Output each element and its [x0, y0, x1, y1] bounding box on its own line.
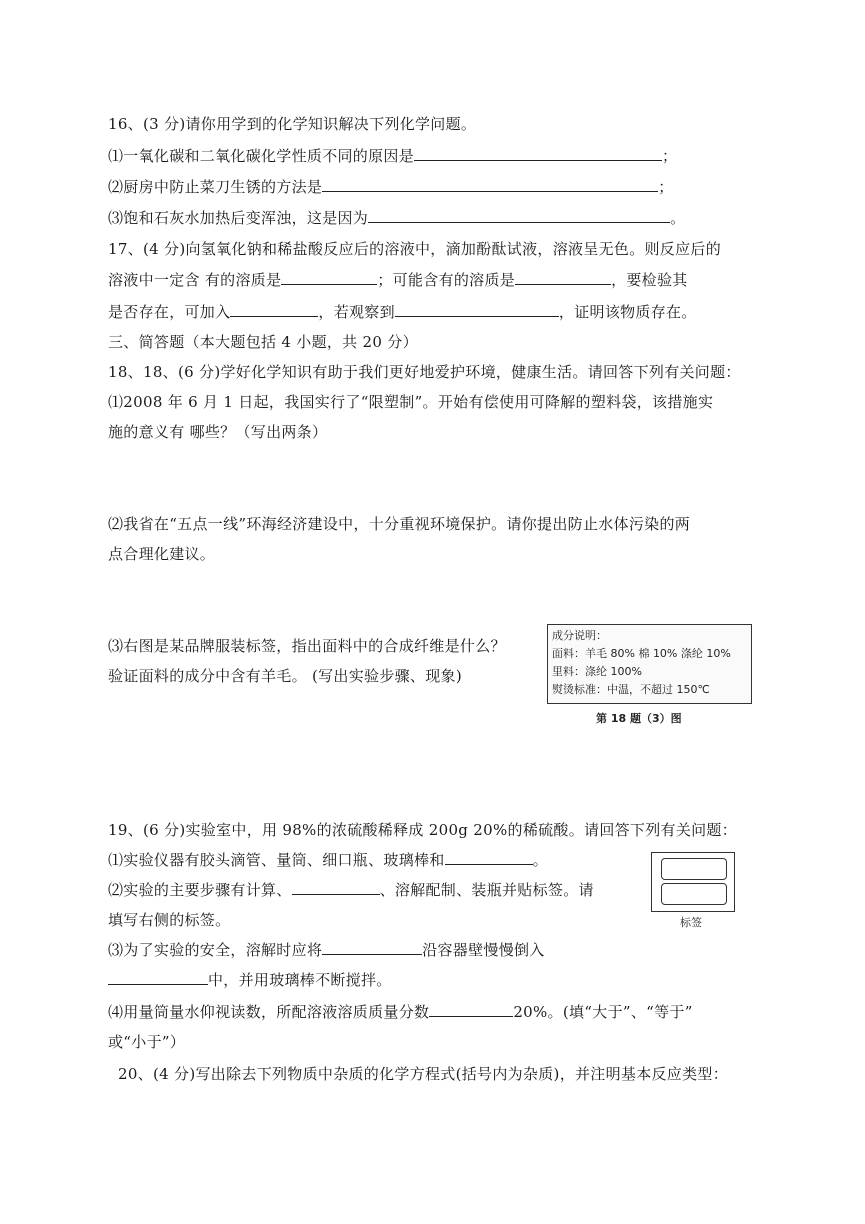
- q17-line2c: ，要检验其: [611, 271, 688, 289]
- q17-line2b: ；可能含有的溶质是: [377, 271, 516, 289]
- label-slot-top[interactable]: [661, 858, 727, 880]
- q19-part4-b: 20%。(填“大于”、“等于”: [513, 1003, 693, 1021]
- q19-part4-a: ⑷用量筒量水仰视读数，所配溶液溶质质量分数: [108, 1003, 430, 1021]
- answer-blank[interactable]: [292, 880, 380, 895]
- q19-part3-b: 沿容器壁慢慢倒入: [422, 941, 545, 959]
- q16-part2: [108, 177, 674, 197]
- q17-line3b: ，若观察到: [318, 303, 395, 321]
- answer-blank[interactable]: [395, 302, 559, 317]
- q16-part3: [108, 208, 685, 228]
- q19-part2-line1: [108, 880, 594, 900]
- label-caption: 标签: [680, 916, 702, 929]
- q19-part1-end: 。: [532, 851, 548, 869]
- answer-blank[interactable]: [322, 940, 422, 955]
- answer-blank[interactable]: [281, 270, 377, 285]
- q17-line2: [108, 270, 688, 290]
- q16-part2-text: ⑵厨房中防止菜刀生锈的方法是: [108, 178, 323, 196]
- q19-stem: 19、(6 分)实验室中，用 98%的浓硫酸稀释成 200g 20%的稀硫酸。请回答下列有关问题：: [108, 821, 738, 839]
- figure-line: 成分说明：: [552, 629, 607, 642]
- q19-part1-text: ⑴实验仪器有胶头滴管、量筒、细口瓶、玻璃棒和: [108, 851, 445, 869]
- q19-part1: [108, 850, 548, 870]
- q16-stem: 16、(3 分)请你用学到的化学知识解决下列化学问题。: [108, 115, 477, 133]
- q17-line3a: 是否存在，可加入: [108, 303, 231, 321]
- figure-line: 熨烫标准：中温，不超过 150℃: [552, 683, 710, 696]
- q18-part1-line1: ⑴2008 年 6 月 1 日起，我国实行了“限塑制”。开始有偿使用可降解的塑料袋，该措施实: [108, 393, 714, 411]
- q17-line3: [108, 302, 697, 322]
- q17-line2a: 溶液中一定含 有的溶质是: [108, 271, 282, 289]
- clothing-label-figure: [547, 624, 752, 704]
- answer-blank[interactable]: [414, 146, 662, 161]
- q19-part3-line1: [108, 940, 545, 960]
- q19-part2-line2: 填写右侧的标签。: [108, 911, 231, 929]
- q18-part2-line1: ⑵我省在“五点一线”环海经济建设中，十分重视环境保护。请你提出防止水体污染的两: [108, 515, 691, 533]
- answer-blank[interactable]: [230, 302, 318, 317]
- section-heading: 三、简答题（本大题包括 4 小题，共 20 分）: [108, 333, 418, 351]
- q18-part2-line2: 点合理化建议。: [108, 545, 216, 563]
- answer-blank[interactable]: [445, 850, 533, 865]
- q19-part3-a: ⑶为了实验的安全，溶解时应将: [108, 941, 323, 959]
- figure-line: 里料：涤纶 100%: [552, 665, 642, 678]
- q19-part2-a: ⑵实验的主要步骤有计算、: [108, 881, 292, 899]
- q17-line3c: ，证明该物质存在。: [558, 303, 697, 321]
- q16-part1: [108, 146, 677, 166]
- q19-part3-c: 中，并用玻璃棒不断搅拌。: [208, 971, 392, 989]
- q19-part2-b: 、溶解配制、装瓶并贴标签。请: [379, 881, 594, 899]
- q16-part1-end: ；: [662, 147, 678, 165]
- figure-line: 面料：羊毛 80% 棉 10% 涤纶 10%: [552, 647, 731, 660]
- q17-line1: 17、(4 分)向氢氧化钠和稀盐酸反应后的溶液中，滴加酚酞试液，溶液呈无色。则反应后的: [108, 240, 722, 258]
- answer-blank[interactable]: [108, 970, 208, 985]
- answer-blank[interactable]: [368, 208, 670, 223]
- q19-part3-line2: [108, 970, 392, 990]
- q16-part3-text: ⑶饱和石灰水加热后变浑浊，这是因为: [108, 209, 369, 227]
- reagent-label-figure: [651, 852, 735, 912]
- q19-part4-line2: 或“小于”）: [108, 1033, 186, 1051]
- q20-stem: 20、(4 分)写出除去下列物质中杂质的化学方程式(括号内为杂质)，并注明基本反应类型：: [118, 1065, 729, 1083]
- label-slot-bottom[interactable]: [661, 883, 727, 905]
- q16-part2-end: ；: [658, 178, 674, 196]
- figure-caption: 第 18 题（3）图: [596, 712, 682, 725]
- q18-part1-line2: 施的意义有 哪些？（写出两条）: [108, 423, 328, 441]
- q16-part1-text: ⑴一氧化碳和二氧化碳化学性质不同的原因是: [108, 147, 415, 165]
- q18-part3-line2: 验证面料的成分中含有羊毛。 (写出实验步骤、现象): [108, 667, 462, 685]
- q19-part4-line1: [108, 1002, 693, 1022]
- q18-part3-line1: ⑶右图是某品牌服装标签，指出面料中的合成纤维是什么？: [108, 637, 506, 655]
- q18-stem: 18、18、(6 分)学好化学知识有助于我们更好地爱护环境，健康生活。请回答下列有关问题：: [108, 363, 741, 381]
- answer-blank[interactable]: [515, 270, 611, 285]
- q16-part3-end: 。: [670, 209, 686, 227]
- answer-blank[interactable]: [429, 1002, 513, 1017]
- answer-blank[interactable]: [322, 177, 658, 192]
